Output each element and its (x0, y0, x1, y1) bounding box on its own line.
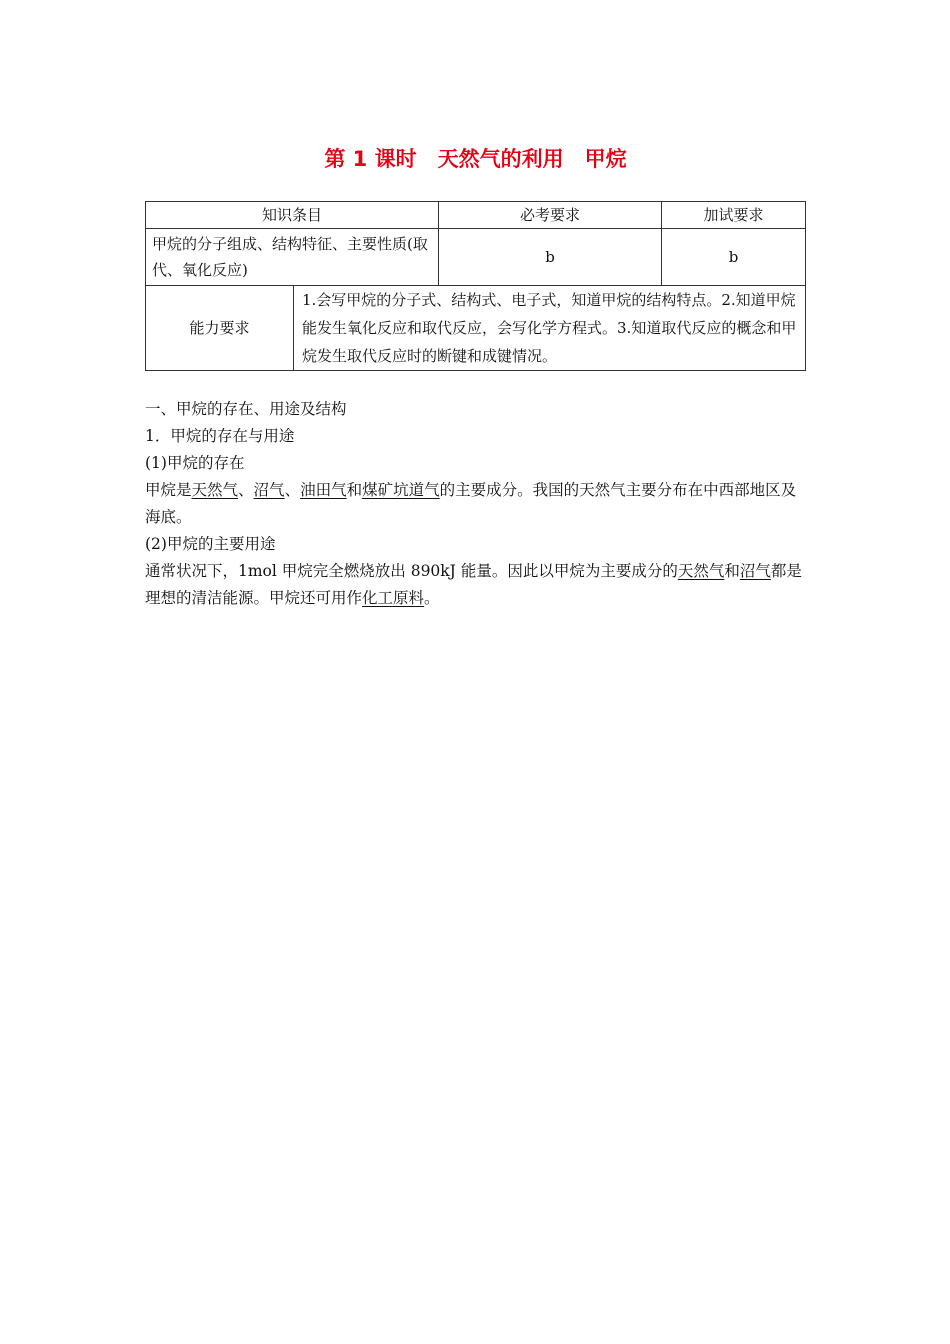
requirements-table (145, 201, 806, 371)
advanced-level-cell: b (662, 229, 806, 286)
lesson-title: 第 1 课时 天然气的利用 甲烷 (324, 147, 627, 171)
ability-text: 1.会写甲烷的分子式、结构式、电子式，知道甲烷的结构特点。2.知道甲烷能发生氧化反应和取代反应，会写化学方程式。3.知道取代反应的概念和甲烷发生取代反应时的断键和成键情况。 (302, 291, 797, 365)
section-heading: 一、甲烷的存在、用途及结构 (145, 400, 347, 418)
answer-blank: 煤矿坑道气 (362, 481, 440, 499)
answer-blank: 油田气 (300, 481, 347, 499)
paragraph-uses: 通常状况下，1mol 甲烷完全燃烧放出 890kJ 能量。因此以甲烷为主要成分的天然气和沼气都是理想的清洁能源。甲烷还可用作化工原料。 (145, 562, 802, 607)
table-row (146, 229, 806, 286)
header-knowledge-item: 知识条目 (146, 202, 439, 229)
subsection-item-existence: (1)甲烷的存在 (145, 454, 245, 472)
answer-blank: 天然气 (677, 562, 725, 580)
header-required: 必考要求 (439, 202, 662, 229)
ability-label: 能力要求 (146, 286, 294, 370)
answer-blank: 沼气 (739, 562, 771, 580)
answer-blank: 天然气 (191, 481, 239, 499)
table-header-row (146, 202, 806, 229)
required-level-cell: b (439, 229, 662, 286)
paragraph-existence: 甲烷是天然气、沼气、油田气和煤矿坑道气的主要成分。我国的天然气主要分布在中西部地区及海底。 (145, 481, 797, 526)
answer-blank: 沼气 (253, 481, 285, 499)
header-advanced: 加试要求 (662, 202, 806, 229)
answer-blank: 化工原料 (362, 589, 425, 607)
subsection-heading: 1．甲烷的存在与用途 (145, 427, 295, 445)
knowledge-item-cell: 甲烷的分子组成、结构特征、主要性质(取代、氧化反应) (146, 229, 439, 286)
section-content (145, 396, 806, 612)
subsection-item-uses: (2)甲烷的主要用途 (145, 535, 276, 553)
ability-row (146, 286, 806, 371)
